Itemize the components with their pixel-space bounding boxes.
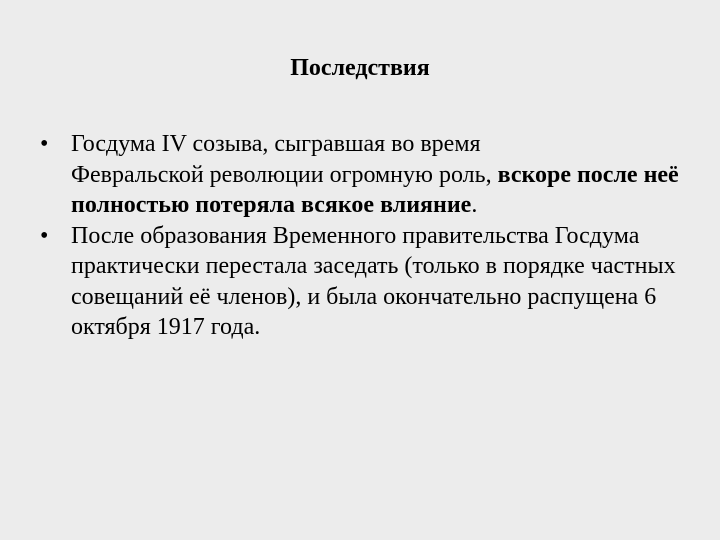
bullet-icon: • [40, 222, 49, 249]
bullet-text-plain: Февральской революции огромную роль, [71, 161, 492, 188]
bullet-text-bold: вскоре после неё полностью потеряла всякое влияние [71, 161, 679, 218]
bullet-icon: • [40, 131, 49, 157]
bullet-text-line1: Госдума IV созыва, сыгравшая во время [71, 131, 481, 157]
bullet-item [40, 129, 690, 221]
bullet-item [40, 221, 690, 343]
bullet-text: После образования Временного правительства Госдума практически перестала заседать (только в порядке частных совещаний её членов), и была окончательно распущена 6 октября 1917 года. [71, 222, 676, 340]
bullet-text-end: . [471, 192, 478, 218]
slide-title: Последствия [290, 55, 430, 81]
bullet-list [40, 129, 690, 343]
